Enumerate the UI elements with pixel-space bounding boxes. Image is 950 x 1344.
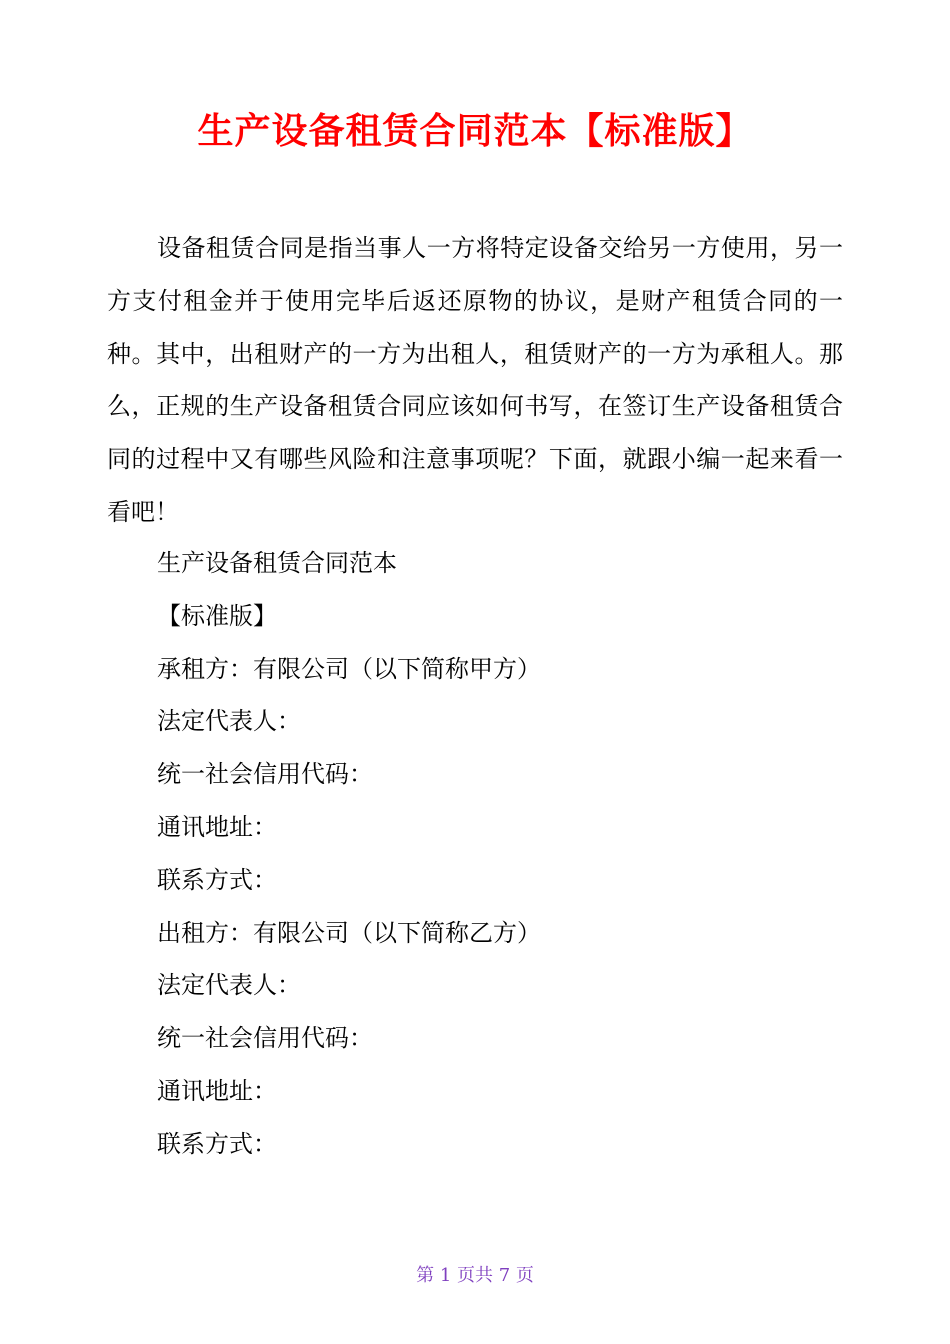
line-subtitle: 生产设备租赁合同范本 — [157, 549, 397, 577]
line-lessor-credit-code: 统一社会信用代码： — [157, 1024, 373, 1053]
page-indicator: 第 1 页共 7 页 — [416, 1265, 534, 1286]
line-lessee-contact: 联系方式： — [157, 865, 277, 894]
line-lessee-credit-code: 统一社会信用代码： — [157, 760, 373, 789]
intro-paragraph: 设备租赁合同是指当事人一方将特定设备交给另一方使用，另一方支付租金并于使用完毕后返还原物的协议，是财产租赁合同的一种。其中，出租财产的一方为出租人，租赁财产的一方为承租人。那么，正规的生产设备租赁合同应该如何书写，在签订生产设备租赁合同的过程中又有哪些风险和注意事项呢？下面，就跟小编一起来看一看吧！ — [107, 234, 843, 526]
line-lessee: 承租方：有限公司（以下简称甲方） — [157, 654, 541, 683]
line-lessee-legal-rep: 法定代表人： — [157, 707, 301, 736]
line-lessor-legal-rep: 法定代表人： — [157, 971, 301, 1000]
document-title: 生产设备租赁合同范本【标准版】 — [197, 111, 753, 152]
line-lessee-address: 通讯地址： — [157, 812, 277, 841]
line-lessor: 出租方：有限公司（以下简称乙方） — [157, 918, 541, 947]
line-edition: 【标准版】 — [157, 601, 277, 630]
line-lessor-contact: 联系方式： — [157, 1129, 277, 1158]
line-lessor-address: 通讯地址： — [157, 1076, 277, 1105]
contract-lines — [157, 537, 857, 1171]
